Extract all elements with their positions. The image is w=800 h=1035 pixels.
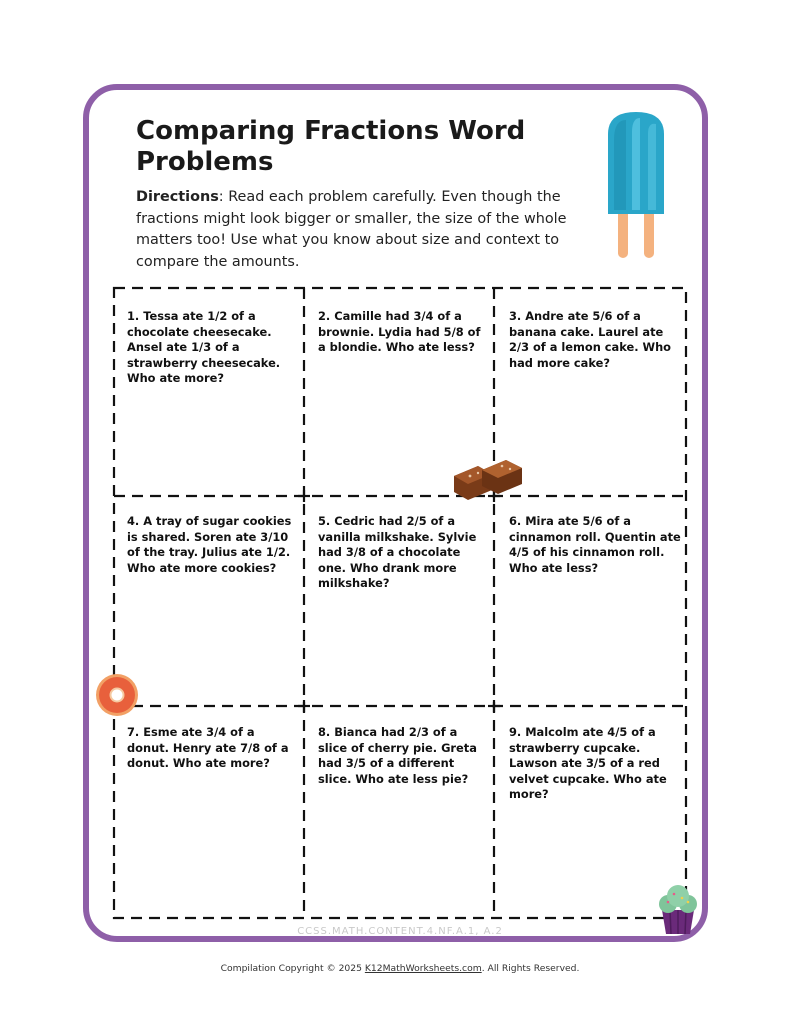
problem-6: 6. Mira ate 5/6 of a cinnamon roll. Quentin ate 4/5 of his cinnamon roll. Who ate less? [509, 514, 681, 575]
problem-9: 9. Malcolm ate 4/5 of a strawberry cupcake. Lawson ate 3/5 of a red velvet cupcake. Who ate more? [509, 725, 667, 802]
problem-5: 5. Cedric had 2/5 of a vanilla milkshake. Sylvie had 3/8 of a chocolate one. Who drank more milkshake? [318, 514, 477, 591]
directions-label: Directions [136, 189, 219, 205]
problem-2: 2. Camille had 3/4 of a brownie. Lydia had 5/8 of a blondie. Who ate less? [318, 309, 481, 355]
directions-text: : Read each problem carefully. Even though the fractions might look bigger or smaller, the size of the whole matters too! Use what you know about size and context to compare the amounts. [136, 189, 567, 270]
footer-prefix: Compilation Copyright © 2025 [220, 963, 365, 974]
copyright-footer [100, 963, 700, 974]
donut-icon [94, 672, 140, 718]
footer-link[interactable]: K12MathWorksheets.com [364, 963, 482, 974]
page-title: Comparing Fractions Word Problems [136, 116, 526, 177]
problem-1: 1. Tessa ate 1/2 of a chocolate cheesecake. Ansel ate 1/3 of a strawberry cheesecake. Who ate more? [127, 309, 281, 386]
problem-7: 7. Esme ate 3/4 of a donut. Henry ate 7/8 of a donut. Who ate more? [127, 725, 289, 771]
problem-4: 4. A tray of sugar cookies is shared. Soren ate 3/10 of the tray. Julius ate 1/2. Who ate more cookies? [127, 514, 292, 575]
cupcake-icon [656, 880, 700, 936]
brownie-icon [452, 456, 524, 502]
problem-8: 8. Bianca had 2/3 of a slice of cherry pie. Greta had 3/5 of a different slice. Who ate less pie? [318, 725, 477, 786]
standard-code: CCSS.MATH.CONTENT.4.NF.A.1, A.2 [297, 926, 503, 937]
footer-suffix: . All Rights Reserved. [481, 963, 580, 974]
problem-3: 3. Andre ate 5/6 of a banana cake. Laurel ate 2/3 of a lemon cake. Who had more cake? [509, 309, 671, 370]
